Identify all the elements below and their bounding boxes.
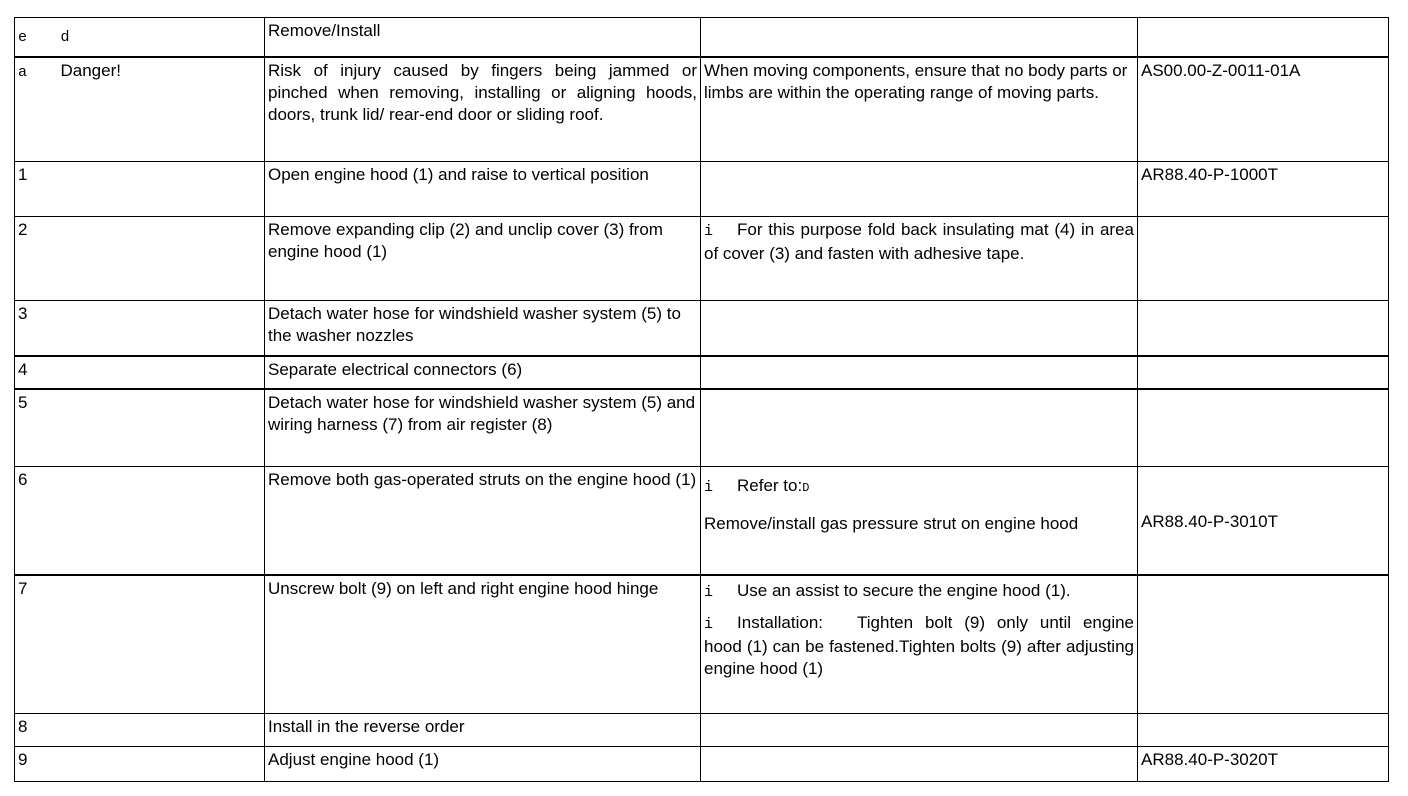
step-text: Remove expanding clip (2) and unclip cover (3) from engine hood (1) xyxy=(265,217,701,301)
step-text: Detach water hose for windshield washer system (5) and wiring harness (7) from air register (8) xyxy=(265,389,701,467)
procedure-table xyxy=(14,17,1389,782)
table-row xyxy=(15,162,1389,217)
step-text: Open engine hood (1) and raise to vertical position xyxy=(265,162,701,217)
document-link-icon[interactable]: D xyxy=(802,481,810,495)
table-row xyxy=(15,389,1389,467)
step-ref: AR88.40-P-1000T xyxy=(1138,162,1389,217)
header-icons xyxy=(15,18,265,57)
step-text: Detach water hose for windshield washer system (5) to the washer nozzles xyxy=(265,301,701,356)
table-row xyxy=(15,301,1389,356)
step-number: 4 xyxy=(15,356,265,389)
step-ref[interactable]: AR88.40-P-3010T xyxy=(1141,512,1279,531)
danger-ref: AS00.00-Z-0011-01A xyxy=(1138,57,1389,162)
step-text: Remove both gas-operated struts on the engine hood (1) xyxy=(265,467,701,575)
table-row xyxy=(15,356,1389,389)
step-text: Install in the reverse order xyxy=(265,714,701,747)
table-row xyxy=(15,467,1389,575)
step-number: 7 xyxy=(15,575,265,714)
info-icon: i xyxy=(704,583,714,601)
step-text: Unscrew bolt (9) on left and right engine hood hinge xyxy=(265,575,701,714)
step-number: 8 xyxy=(15,714,265,747)
step-ref[interactable]: AR88.40-P-3020T xyxy=(1138,747,1389,782)
step-note: i Refer to:D Remove/install gas pressure strut on engine hood xyxy=(701,467,1138,575)
danger-text: Risk of injury caused by fingers being jammed or pinched when removing, installing or aligning hoods, doors, trunk lid/ rear-end door or sliding roof. xyxy=(265,57,701,162)
step-number: 1 xyxy=(15,162,265,217)
step-note: i For this purpose fold back insulating mat (4) in area of cover (3) and fasten with adhesive tape. xyxy=(701,217,1138,301)
danger-label: Danger! xyxy=(60,60,121,80)
step-text: Separate electrical connectors (6) xyxy=(265,356,701,389)
table-row xyxy=(15,714,1389,747)
document-icon: d xyxy=(60,29,70,46)
step-number: 9 xyxy=(15,747,265,782)
info-icon: i xyxy=(704,479,714,496)
info-icon: i xyxy=(704,615,714,633)
table-row xyxy=(15,575,1389,714)
danger-note: When moving components, ensure that no body parts or limbs are within the operating range of moving parts. xyxy=(701,57,1138,162)
info-icon: i xyxy=(704,223,714,240)
header-title: Remove/Install xyxy=(265,18,701,57)
step-number: 5 xyxy=(15,389,265,467)
table-row xyxy=(15,747,1389,782)
danger-icon: a xyxy=(18,63,28,81)
step-text: Adjust engine hood (1) xyxy=(265,747,701,782)
danger-row xyxy=(15,57,1389,162)
table-row xyxy=(15,217,1389,301)
step-note-link[interactable]: Remove/install gas pressure strut on engine hood xyxy=(704,514,1079,533)
step-number: 2 xyxy=(15,217,265,301)
step-number: 3 xyxy=(15,301,265,356)
step-note: i Use an assist to secure the engine hood (1). i Installation: Tighten bolt (9) only until engine hood (1) can be fastened.Tighten bolts (9) after adjusting engine hood (1) xyxy=(701,575,1138,714)
step-number: 6 xyxy=(15,467,265,575)
eye-icon: e xyxy=(18,29,28,46)
header-row xyxy=(15,18,1389,57)
